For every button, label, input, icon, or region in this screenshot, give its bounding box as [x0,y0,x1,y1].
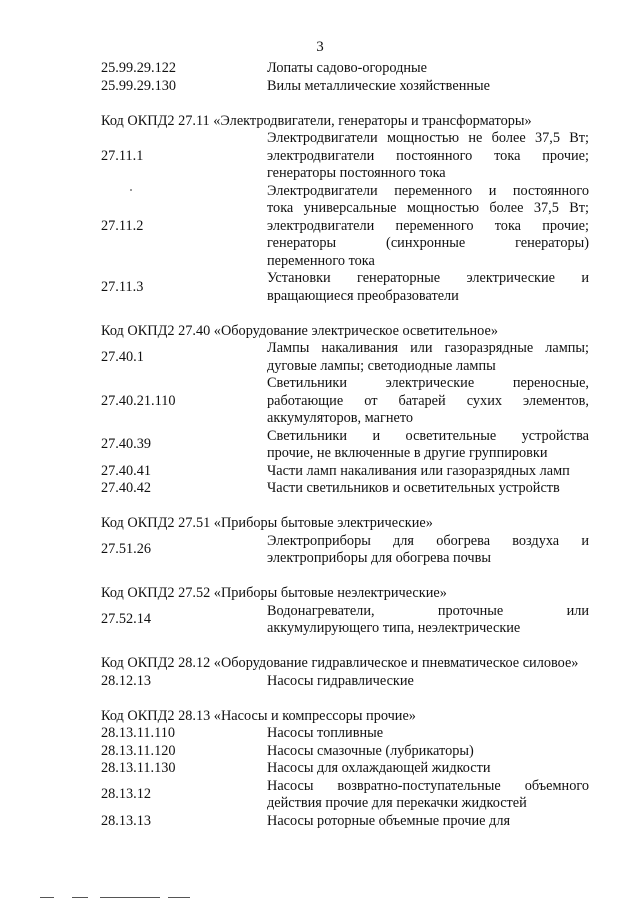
description-line: прочие, не включенные в другие группировки [267,445,548,461]
scan-artifact [100,897,160,898]
section [101,60,589,95]
code-description [267,340,589,375]
description-line: Электродвигатели мощностью не более 37,5 Вт; [267,130,589,146]
code-description [267,463,589,481]
code-row [101,463,589,481]
description-line: Электроприборы для обогрева воздуха и [267,532,589,549]
okpd-code: 27.40.21.110 [101,392,176,409]
description-line: Лопаты садово-огородные [267,60,427,76]
code-description [267,270,589,305]
code-row [101,428,589,463]
section-heading: Код ОКПД2 27.11 «Электродвигатели, генераторы и трансформаторы» [101,112,532,129]
section [101,585,589,638]
code-description [267,778,589,813]
scan-artifact [168,897,190,898]
okpd-code: 27.40.41 [101,462,152,479]
okpd-code: 27.40.42 [101,480,152,496]
okpd-code: 28.13.12 [101,786,152,803]
description-line: Насосы топливные [267,725,384,741]
code-row [101,760,589,778]
code-row [101,60,589,78]
code-description [267,533,589,568]
okpd-code: 27.52.14 [101,611,152,628]
scan-speck [130,189,132,191]
code-description [267,183,589,271]
code-description [267,375,589,428]
section-heading: Код ОКПД2 28.13 «Насосы и компрессоры прочие» [101,707,416,724]
description-line: электродвигатели постоянного тока прочие; [267,147,589,164]
spacer [101,568,589,586]
code-row [101,533,589,568]
code-row [101,725,589,743]
okpd-code: 27.11.2 [101,217,144,234]
section-heading: Код ОКПД2 27.52 «Приборы бытовые неэлектрические» [101,585,447,601]
spacer [101,305,589,323]
code-row [101,375,589,428]
okpd-code: 25.99.29.122 [101,60,177,76]
section [101,113,589,306]
code-description [267,743,589,761]
description-line: Водонагреватели, проточные или [267,602,589,619]
code-row [101,673,589,691]
description-line: переменного тока [267,252,375,269]
description-line: Насосы роторные объемные прочие для [267,812,511,829]
code-row [101,813,589,831]
page-number: 3 [316,39,324,55]
okpd-code: 27.11.3 [101,278,144,295]
code-description [267,673,589,691]
okpd-code: 28.12.13 [101,672,152,689]
code-row [101,778,589,813]
code-row [101,130,589,183]
section [101,655,589,690]
section-heading: Код ОКПД2 27.40 «Оборудование электрическое осветительное» [101,322,498,339]
code-description [267,78,589,96]
code-description [267,428,589,463]
description-line: вращающиеся преобразователи [267,287,459,304]
code-row [101,78,589,96]
description-line: Насосы возвратно-поступательные объемного [267,777,589,794]
description-line: Лампы накаливания или газоразрядные лампы; [267,340,589,356]
code-row [101,743,589,761]
spacer [101,690,589,708]
scan-artifact [40,897,54,898]
document-body [101,60,589,830]
code-description [267,813,589,831]
section-heading: Код ОКПД2 27.51 «Приборы бытовые электрические» [101,515,433,531]
description-line: Насосы гидравлические [267,672,414,689]
description-line: аккумулирующего типа, неэлектрические [267,620,521,636]
okpd-code: 27.51.26 [101,541,152,558]
description-line: действия прочие для перекачки жидкостей [267,795,527,811]
okpd-code: 28.13.11.120 [101,742,176,759]
code-row [101,183,589,271]
spacer [101,498,589,516]
section-heading: Код ОКПД2 28.12 «Оборудование гидравлическое и пневматическое силовое» [101,655,579,671]
okpd-code: 28.13.11.110 [101,725,175,741]
section [101,323,589,498]
code-row [101,270,589,305]
code-description [267,60,589,78]
okpd-code: 25.99.29.130 [101,77,177,94]
description-line: генераторы (синхронные генераторы) [267,235,589,251]
description-line: Части ламп накаливания или газоразрядных ламп [267,462,570,479]
section [101,708,589,831]
spacer [101,638,589,656]
code-row [101,480,589,498]
code-description [267,760,589,778]
description-line: дуговые лампы; светодиодные лампы [267,357,496,374]
okpd-code: 27.11.1 [101,147,144,164]
scan-artifact [72,897,88,898]
code-description [267,725,589,743]
code-description [267,603,589,638]
okpd-code: 28.13.11.130 [101,760,176,776]
description-line: Насосы для охлаждающей жидкости [267,760,491,776]
okpd-code: 27.40.1 [101,348,144,365]
description-line: Вилы металлические хозяйственные [267,77,490,94]
description-line: Светильники электрические переносные, [267,375,589,391]
description-line: Установки генераторные электрические и [267,270,589,286]
section [101,515,589,568]
description-line: тока универсальные мощностью более 37,5 Вт; [267,200,589,216]
code-row [101,340,589,375]
spacer [101,95,589,113]
description-line: электродвигатели переменного тока прочие; [267,217,589,234]
description-line: Насосы смазочные (лубрикаторы) [267,742,474,759]
description-line: генераторы постоянного тока [267,165,446,181]
description-line: Электродвигатели переменного и постоянного [267,182,589,199]
description-line: Светильники и осветительные устройства [267,427,589,444]
description-line: работающие от батарей сухих элементов, [267,392,589,409]
okpd-code: 27.40.39 [101,436,152,453]
description-line: электроприборы для обогрева почвы [267,550,491,566]
description-line: аккумуляторов, магнето [267,410,414,426]
code-row [101,603,589,638]
okpd-code: 28.13.13 [101,812,152,829]
code-description [267,130,589,183]
code-description [267,480,589,498]
description-line: Части светильников и осветительных устройств [267,480,560,496]
